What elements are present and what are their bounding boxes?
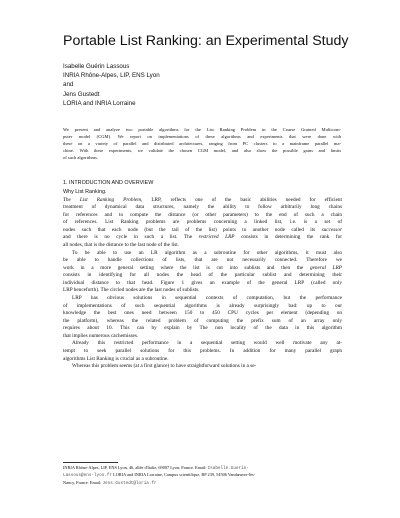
body-line (63, 280, 342, 288)
body-line (63, 333, 342, 341)
body-line (63, 318, 342, 326)
abstract-line: these on a variety of parallel and distributed architectures, ranging from PC clusters to a mainframe parallel ma- (63, 140, 341, 146)
body-line (63, 272, 342, 280)
body-text-run: requires about 10. This can by explain by The non locality of the data in this algorithm (63, 325, 342, 332)
body-line (63, 363, 342, 371)
paper-title: Portable List Ranking: an Experimental Study (63, 33, 349, 49)
footnote (63, 465, 343, 487)
body-line (63, 265, 342, 273)
footnote-text: INRIA Rhône-Alpes, LIP, ENS Lyon, 46, allée d'Italie, 69007 Lyon, France. Email: (63, 465, 208, 470)
section-heading: 1. INTRODUCTION AND OVERVIEW (63, 180, 154, 186)
author-affiliation-1: INRIA Rhône-Alpes, LIP, ENS Lyon (63, 72, 160, 80)
body-text-run: consists in identifying for all nodes the head of the particular sublist and determining their (63, 272, 342, 279)
body-line (63, 325, 342, 333)
body-line (63, 219, 342, 227)
body-line (63, 310, 342, 318)
section-header (63, 180, 343, 197)
body-line (63, 227, 342, 235)
body-text-run: treatment of dynamical data structures, namely the ability to follow arbitrarily long chains (63, 204, 342, 211)
subsection-heading: Why List Ranking. (63, 189, 107, 196)
body-text-run: LRP henceforth). The circled nodes are the last nodes of sublists. (63, 287, 200, 294)
body-text-run: individual distance to that head. Figure 1 gives an example of the general LRP (called only (63, 279, 342, 286)
body-text-run: algorithms List Ranking is crucial as a subroutine. (63, 355, 169, 362)
footnote-rule (63, 462, 118, 463)
body-text-run: Whereas this problem seems (at a first glance) to have straightforward solutions in a se- (72, 363, 257, 370)
body-text-run: all nodes, that is the distance to the last node of the list. (63, 241, 180, 248)
body-line (63, 242, 342, 250)
body-text (63, 197, 342, 371)
author-conjunction: and (63, 81, 74, 89)
body-text-run: To be able to use an LR algorithm as a subroutine for other algorithms, it must also (72, 249, 342, 256)
author-block (63, 62, 343, 108)
body-text-run: of implementations of such sequential algorithms is already surprisingly bad: up to our (63, 302, 342, 309)
emphasis-text: successor (321, 226, 342, 233)
emphasis-text: restricted LRP (198, 234, 235, 241)
footnote-text: Nancy, France. Email: (63, 479, 103, 485)
body-text-run: nodes such that each node (but the tail of the list) points to another node called its (63, 226, 322, 233)
abstract (63, 127, 341, 162)
body-line (63, 295, 342, 303)
body-text-run: consists in determining the rank for (234, 234, 342, 241)
body-line (63, 340, 342, 348)
body-line (63, 234, 342, 242)
emphasis-text: general LRP (309, 264, 342, 271)
body-line (63, 197, 342, 205)
footnote-line (63, 472, 343, 479)
body-text-run: and there is no cycle in such a list. The (63, 234, 199, 241)
body-text-run: that implies numerous cachemisses. (63, 332, 139, 339)
body-text-run: for references and to compute the distance (or other parameters) to the end of such a chain (63, 211, 342, 218)
author-name-1: Isabelle Guérin Lassous (63, 63, 130, 70)
abstract-line: puter model (CGM). We report on implementations of these algorithms and experiments that were done with (63, 133, 341, 139)
author-name-2: Jens Gustedt (63, 90, 100, 98)
email-text: Lassous@ens-lyon.fr (63, 473, 112, 479)
body-text-run: work in a more general setting where the list is cut into sublists and then the (63, 264, 310, 271)
body-line (63, 212, 342, 220)
body-text-run: Already this restricted performance in a sequential setting would well motivate any at- (72, 340, 342, 347)
body-line (63, 356, 342, 364)
body-line (63, 250, 342, 258)
footnote-text: LORIA and INRIA Lorraine, Campus scientifique, BP 239, 54506 Vandœuvre-lès- (112, 472, 256, 478)
footnote-line (63, 480, 343, 487)
abstract-line: We present and analyze two portable algorithms for the List Ranking Problem in the Coarse Grained Multicom- (63, 127, 341, 132)
emphasis-text: The List Ranking Problem (63, 196, 142, 203)
body-line (63, 204, 342, 212)
body-text-run: , LRP, reflects one of the basic abilities needed for efficient (141, 196, 342, 203)
body-text-run: knowledge the best ones need between 150 to 450 CPU cycles per element (depending on (63, 310, 342, 317)
body-text-run: the platform), whereas the related problem of computing the prefix sum of an array only (63, 317, 342, 324)
body-line (63, 348, 342, 356)
abstract-line: of such algorithms. (63, 154, 98, 160)
body-text-run: tempt to seek parallel solutions for this problems. In addition for many parallel graph (63, 348, 342, 355)
abstract-line: chine. With these experiments, we validate the chosen CGM model, and also show the possible gains and limits (63, 147, 341, 153)
footnote-line (63, 465, 343, 472)
body-text-run: LRP has obvious solutions in sequential contexts of computation, but the performance (72, 295, 342, 302)
body-text-run: of references. List Ranking problems are problems concerning a linked list, i.e. is a set of (63, 219, 342, 226)
body-line (63, 257, 342, 265)
author-affiliation-2: LORIA and INRIA Lorraine (63, 99, 136, 107)
body-line (63, 287, 342, 295)
email-text: Jens.Gustedt@loria.fr (102, 480, 157, 486)
email-text: Isabelle.Guerin- (207, 466, 249, 471)
body-line (63, 303, 342, 311)
body-text-run: be able to handle collections of lists, that are not necessarily connected. Therefore we (63, 257, 342, 264)
